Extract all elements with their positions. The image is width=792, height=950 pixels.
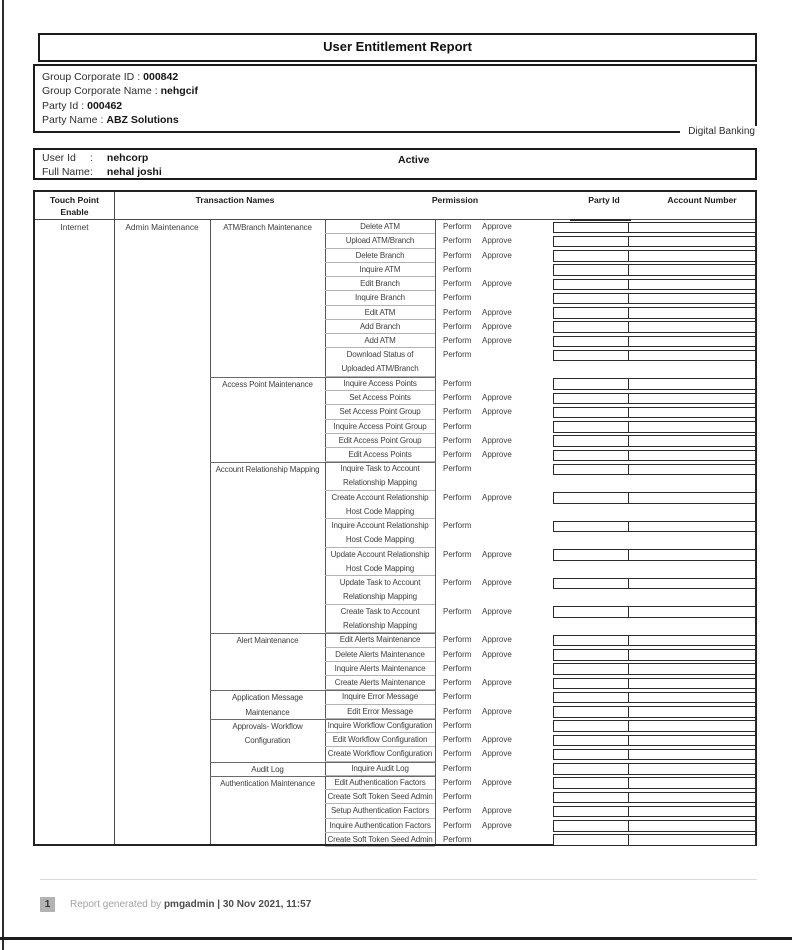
perform-label: Perform (443, 236, 472, 246)
task-name-cell: Delete ATM (325, 220, 435, 234)
full-name-label: Full Name (42, 165, 90, 178)
permission-cell (443, 277, 512, 291)
perform-label: Perform (443, 378, 472, 388)
permission-cell (443, 662, 482, 676)
group-name: ATM/Branch Maintenance (223, 223, 312, 232)
perform-label: Perform (443, 663, 472, 673)
party-id-box (554, 721, 629, 731)
party-id-box (554, 408, 629, 418)
party-account-box (553, 606, 756, 618)
header-permission: Permission (431, 195, 479, 205)
perform-label: Perform (443, 222, 472, 231)
user-box (33, 148, 757, 180)
task-name-cell: Set Access Point Group (325, 405, 435, 419)
task-name-cell: Inquire Account Relationship Host Code Mapping (325, 519, 435, 548)
task-name-cell: Update Task to Account Relationship Mapping (325, 576, 435, 605)
approve-label: Approve (482, 336, 512, 345)
approve-label: Approve (482, 250, 512, 260)
perform-label: Perform (443, 635, 472, 645)
party-account-box (553, 678, 756, 690)
approve-label: Approve (482, 706, 512, 716)
group-name: Account Relationship Mapping (215, 465, 320, 475)
party-id-box (554, 764, 629, 774)
party-account-box (553, 763, 756, 775)
task-name-cell: Download Status of Uploaded ATM/Branch (325, 348, 435, 377)
header-account-number: Account Number (667, 195, 737, 205)
header-touch-point-line1: Touch Point (49, 195, 99, 205)
permission-cell (443, 705, 512, 719)
party-account-box (553, 549, 756, 561)
task-name-cell: Inquire Alerts Maintenance (325, 662, 435, 676)
task-name-cell: Delete Alerts Maintenance (325, 648, 435, 662)
party-id-box (554, 821, 629, 831)
perform-label: Perform (443, 464, 472, 474)
party-id-box (554, 693, 629, 703)
party-account-box (553, 492, 756, 504)
task-name-cell: Add Branch (325, 320, 435, 334)
perform-label: Perform (443, 720, 472, 730)
party-id-box (554, 280, 629, 290)
page-bottom-border (0, 937, 792, 940)
approve-label: Approve (482, 222, 512, 231)
perform-label: Perform (443, 549, 472, 559)
party-account-box (553, 720, 756, 732)
task-name-cell: Edit Branch (325, 277, 435, 291)
permission-cell (443, 747, 512, 761)
permission-cell (443, 690, 482, 704)
task-name-cell: Create Workflow Configuration (325, 747, 435, 761)
party-id-box (554, 636, 629, 646)
task-name-cell: Inquire Audit Log (325, 762, 435, 776)
task-name-cell: Inquire Branch (325, 291, 435, 305)
party-account-box (553, 264, 756, 276)
meta-separator: : (100, 114, 104, 127)
task-name-cell: Upload ATM/Branch (325, 234, 435, 248)
party-id-box (554, 394, 629, 404)
party-id-box (554, 294, 629, 304)
approve-label: Approve (482, 450, 512, 459)
party-id-box (554, 679, 629, 689)
perform-label: Perform (443, 678, 472, 687)
approve-label: Approve (482, 735, 512, 744)
meta-value: ABZ Solutions (106, 114, 179, 127)
report-meta-box (33, 64, 757, 137)
party-id-box (554, 522, 629, 532)
party-account-box (553, 692, 756, 704)
perform-label: Perform (443, 450, 472, 459)
party-account-box (553, 307, 756, 319)
full-name-value: nehal joshi (106, 165, 162, 178)
meta-value: 000842 (143, 71, 179, 83)
meta-separator: : (137, 71, 141, 83)
permission-cell (443, 633, 512, 647)
party-account-box (553, 735, 756, 747)
task-name-cell: Setup Authentication Factors (325, 804, 435, 818)
footer-divider (40, 879, 757, 880)
approve-label: Approve (482, 806, 512, 816)
party-account-box (553, 806, 756, 818)
party-account-box (553, 336, 756, 348)
meta-group-corporate-id (42, 70, 755, 84)
party-account-box (553, 749, 756, 761)
party-account-box (553, 393, 756, 405)
approve-label: Approve (482, 393, 512, 402)
perform-label: Perform (443, 279, 472, 288)
party-account-box (553, 378, 756, 390)
permission-cell (443, 291, 482, 305)
task-name-cell: Edit Workflow Configuration (325, 733, 435, 747)
task-name-cell: Inquire Authentication Factors (325, 819, 435, 833)
task-name-cell: Inquire Workflow Configuration (325, 719, 435, 733)
group-name: Authentication Maintenance (220, 778, 315, 788)
party-id-box (554, 707, 629, 717)
approve-label: Approve (482, 307, 512, 317)
approve-label: Approve (482, 749, 512, 759)
party-account-box (553, 820, 756, 832)
party-account-box (553, 407, 756, 419)
party-id-box (554, 579, 629, 589)
permission-cell (443, 833, 482, 847)
perform-label: Perform (443, 777, 472, 787)
party-account-box (553, 293, 756, 305)
party-account-box (553, 222, 756, 234)
task-name-cell: Create Task to Account Relationship Mapping (325, 605, 435, 634)
permission-cell (443, 434, 512, 448)
perform-label: Perform (443, 834, 472, 844)
party-id-box (554, 493, 629, 503)
party-id-box (554, 337, 629, 347)
permission-cell (443, 519, 482, 533)
user-separator: : (90, 165, 93, 178)
generated-by: pmgadmin | 30 Nov 2021, 11:57 (163, 899, 312, 910)
perform-label: Perform (443, 350, 472, 360)
perform-label: Perform (443, 393, 472, 402)
meta-value: 000462 (87, 99, 123, 112)
group-name: Access Point Maintenance (222, 379, 313, 389)
meta-party-id (42, 99, 755, 113)
permission-cell (443, 548, 512, 562)
permission-cell (443, 462, 482, 476)
table-header (35, 192, 755, 220)
permission-cell (443, 605, 512, 619)
perform-label: Perform (443, 521, 472, 531)
perform-label: Perform (443, 806, 472, 816)
party-account-box (553, 578, 756, 590)
approve-label: Approve (482, 279, 512, 288)
task-name-cell: Edit Authentication Factors (325, 776, 435, 790)
permission-cell (443, 576, 512, 590)
task-name-cell: Edit Access Points (325, 448, 435, 462)
party-account-box (553, 279, 756, 291)
perform-label: Perform (443, 293, 472, 303)
party-id-box (554, 265, 629, 275)
party-id-box (554, 237, 629, 247)
approve-label: Approve (482, 492, 512, 502)
task-name-cell: Edit Access Point Group (325, 434, 435, 448)
approve-label: Approve (482, 321, 512, 331)
product-label: Digital Banking (680, 126, 757, 137)
approve-label: Approve (482, 578, 512, 588)
party-account-box (553, 521, 756, 533)
task-name-cell: Create Soft Token Seed Admin (325, 790, 435, 804)
approve-label: Approve (482, 649, 512, 659)
approve-label: Approve (482, 635, 512, 645)
task-name-cell: Edit Error Message (325, 705, 435, 719)
page-number-badge: 1 (40, 897, 55, 912)
approve-label: Approve (482, 549, 512, 559)
task-name-cell: Create Soft Token Seed Admin (325, 833, 435, 847)
header-transaction-names: Transaction Names (195, 195, 275, 205)
approve-label: Approve (482, 678, 512, 687)
party-id-box (554, 550, 629, 560)
permission-cell (443, 448, 512, 462)
meta-value: nehgcif (160, 85, 198, 98)
perform-label: Perform (443, 763, 472, 773)
header-party-id: Party Id (588, 195, 620, 205)
party-id-box (554, 251, 629, 261)
task-name-cell: Add ATM (325, 334, 435, 348)
party-id-box (554, 351, 629, 361)
task-name-cell: Inquire Access Points (325, 377, 435, 391)
perform-label: Perform (443, 264, 472, 274)
party-id-box (554, 736, 629, 746)
party-account-box (553, 834, 756, 846)
generated-prefix: Report generated by (70, 899, 162, 910)
task-name-cell: Delete Branch (325, 249, 435, 263)
party-account-box (553, 450, 756, 462)
perform-label: Perform (443, 421, 472, 431)
party-id-box (554, 650, 629, 660)
party-id-box (554, 835, 629, 845)
permission-cell (443, 676, 512, 690)
party-account-box (553, 321, 756, 333)
approve-label: Approve (482, 236, 512, 246)
party-id-box (554, 422, 629, 432)
approve-label: Approve (482, 407, 512, 417)
module-name: Admin Maintenance (125, 222, 199, 232)
full-name-row (42, 166, 755, 180)
meta-separator: : (154, 85, 158, 98)
task-name-cell: Inquire Error Message (325, 690, 435, 704)
party-account-box (553, 421, 756, 433)
task-name-cell: Edit Alerts Maintenance (325, 633, 435, 647)
user-id-label: User Id (42, 152, 76, 164)
user-separator: : (90, 152, 93, 164)
meta-party-name (42, 113, 755, 127)
perform-label: Perform (443, 606, 472, 616)
perform-label: Perform (443, 336, 472, 345)
party-account-box (553, 649, 756, 661)
perform-label: Perform (443, 407, 472, 417)
party-id-box (554, 778, 629, 788)
report-title: User Entitlement Report (38, 33, 757, 62)
perform-label: Perform (443, 649, 472, 659)
party-account-box (553, 350, 756, 362)
party-id-box (554, 664, 629, 674)
perform-label: Perform (443, 735, 472, 744)
party-id-box (554, 223, 629, 233)
party-id-box (554, 436, 629, 446)
permission-cell (443, 648, 512, 662)
permission-cell (443, 334, 512, 348)
footer-generated-text (70, 899, 311, 910)
touch-point-value: Internet (60, 222, 89, 232)
permission-cell (443, 491, 512, 505)
party-account-box (553, 635, 756, 647)
table-body (35, 220, 755, 844)
permission-cell (443, 320, 512, 334)
permission-cell (443, 220, 512, 234)
permission-cell (443, 306, 512, 320)
task-name-cell: Edit ATM (325, 306, 435, 320)
permission-cell (443, 263, 482, 277)
user-id-value: nehcorp (106, 152, 149, 164)
task-name-cell: Create Alerts Maintenance (325, 676, 435, 690)
party-id-box (554, 465, 629, 475)
party-account-box (553, 236, 756, 248)
party-id-box (554, 322, 629, 332)
task-name-cell: Inquire ATM (325, 263, 435, 277)
approve-label: Approve (482, 777, 512, 787)
perform-label: Perform (443, 435, 472, 445)
party-id-box (554, 451, 629, 461)
perform-label: Perform (443, 706, 472, 716)
permission-cell (443, 719, 482, 733)
perform-label: Perform (443, 749, 472, 759)
perform-label: Perform (443, 820, 472, 830)
task-name-cell: Set Access Points (325, 391, 435, 405)
column-divider (114, 220, 115, 844)
meta-separator: : (81, 99, 85, 112)
entitlement-table (33, 190, 757, 846)
perform-label: Perform (443, 492, 472, 502)
party-id-box (554, 793, 629, 803)
perform-label: Perform (443, 307, 472, 317)
permission-cell (443, 377, 482, 391)
group-name: Approvals- Workflow Configuration (232, 721, 303, 745)
meta-group-corporate-name (42, 84, 755, 98)
permission-cell (443, 249, 512, 263)
meta-label: Party Name (42, 114, 98, 127)
party-id-box (554, 607, 629, 617)
permission-cell (443, 391, 512, 405)
party-id-box (554, 308, 629, 318)
task-name-cell: Update Account Relationship Host Code Mapping (325, 548, 435, 577)
header-touch-point (35, 194, 114, 218)
perform-label: Perform (443, 321, 472, 331)
task-name-cell: Inquire Access Point Group (325, 420, 435, 434)
page-left-border (2, 0, 4, 950)
party-account-box (553, 663, 756, 675)
approve-label: Approve (482, 435, 512, 445)
party-account-box (553, 464, 756, 476)
approve-label: Approve (482, 606, 512, 616)
permission-cell (443, 819, 512, 833)
permission-cell (443, 776, 512, 790)
header-touch-point-line2: Enable (60, 207, 89, 217)
party-id-box (554, 807, 629, 817)
perform-label: Perform (443, 250, 472, 260)
permission-cell (443, 804, 512, 818)
party-id-box (554, 379, 629, 389)
task-name-cell: Inquire Task to Account Relationship Mapping (325, 462, 435, 491)
party-account-box (553, 706, 756, 718)
permission-cell (443, 420, 482, 434)
permission-cell (443, 405, 512, 419)
party-account-box (553, 792, 756, 804)
task-name-cell: Create Account Relationship Host Code Mapping (325, 491, 435, 520)
party-account-box (553, 777, 756, 789)
permission-cell (443, 790, 482, 804)
permission-cell (443, 348, 482, 362)
user-status: Active (398, 154, 430, 166)
party-account-box (553, 435, 756, 447)
meta-label: Group Corporate ID (42, 71, 135, 83)
permission-cell (443, 234, 512, 248)
perform-label: Perform (443, 578, 472, 588)
approve-label: Approve (482, 820, 512, 830)
perform-label: Perform (443, 692, 472, 702)
meta-label: Party Id (42, 99, 79, 112)
party-account-box (553, 250, 756, 262)
meta-label: Group Corporate Name (42, 85, 152, 98)
permission-cell (443, 733, 512, 747)
column-divider (210, 220, 211, 844)
group-name: Application Message Maintenance (232, 693, 303, 717)
group-name: Alert Maintenance (236, 636, 299, 646)
party-id-box (554, 750, 629, 760)
perform-label: Perform (443, 792, 472, 801)
permission-cell (443, 762, 482, 776)
group-name: Audit Log (251, 764, 284, 774)
